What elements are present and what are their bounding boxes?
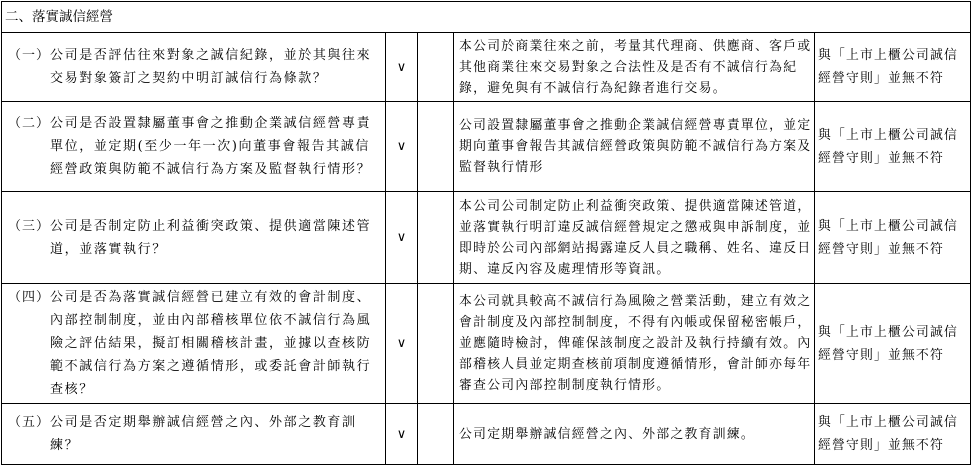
item-number: （五） <box>8 415 51 430</box>
difference-cell: 與「上市上櫃公司誠信經營守則」並無不符 <box>815 33 971 102</box>
difference-cell: 與「上市上櫃公司誠信經營守則」並無不符 <box>815 102 971 192</box>
item-number: （二） <box>8 116 51 131</box>
no-cell <box>418 33 454 102</box>
question-cell <box>2 404 386 465</box>
explanation-cell: 本公司於商業往來之前，考量其代理商、供應商、客戶或其他商業往來交易對象之合法性及是否有不誠信行為紀錄，避免與有不誠信行為紀錄者進行交易。 <box>454 33 815 102</box>
item-number: （三） <box>8 218 51 234</box>
question-cell <box>2 192 386 284</box>
question-text: 公司是否制定防止利益衝突政策、提供適當陳述管道，並落實執行？ <box>50 218 372 257</box>
difference-cell: 與「上市上櫃公司誠信經營守則」並無不符 <box>815 192 971 284</box>
question-text: 公司是否為落實誠信經營已建立有效的會計制度、內部控制制度，並由內部稽核單位依不誠信行為風險之評估結果，擬訂相關稽核計畫，並據以查核防範不誠信行為方案之遵循情形，或委託會計師執行查核？ <box>50 290 372 397</box>
question-text: 公司是否評估往來對象之誠信紀錄，並於其與往來交易對象簽訂之契約中明訂誠信行為條款？ <box>50 48 372 86</box>
yes-checkmark: ∨ <box>386 284 418 404</box>
explanation-cell: 公司定期舉辦誠信經營之內、外部之教育訓練。 <box>454 404 815 465</box>
integrity-table <box>1 1 971 465</box>
table-row <box>2 284 971 404</box>
no-cell <box>418 102 454 192</box>
item-number: （四） <box>8 290 51 305</box>
table-row <box>2 404 971 465</box>
explanation-cell: 本公司就具較高不誠信行為風險之營業活動，建立有效之會計制度及內部控制制度，不得有內帳或保留秘密帳戶，並應隨時檢討，俾確保該制度之設計及執行持續有效。內部稽核人員並定期查核前項制度遵循情形，會計師亦每年審查公司內部控制制度執行情形。 <box>454 284 815 404</box>
question-text: 公司是否設置隸屬董事會之推動企業誠信經營專責單位，並定期(至少一年一次)向董事會報告其誠信經營政策與防範不誠信行為方案及監督執行情形？ <box>50 116 372 177</box>
section-title: 二、落實誠信經營 <box>2 2 971 33</box>
question-cell <box>2 284 386 404</box>
no-cell <box>418 284 454 404</box>
question-cell <box>2 102 386 192</box>
explanation-cell: 公司設置隸屬董事會之推動企業誠信經營專責單位，並定期向董事會報告其誠信經營政策與防範不誠信行為方案及監督執行情形 <box>454 102 815 192</box>
yes-checkmark: ∨ <box>386 102 418 192</box>
question-text: 公司是否定期舉辦誠信經營之內、外部之教育訓練？ <box>50 415 357 453</box>
question-cell <box>2 33 386 102</box>
explanation-cell: 本公司公司制定防止利益衝突政策、提供適當陳述管道，並落實執行明訂違反誠信經營規定之懲戒與申訴制度，並即時於公司內部網站揭露違反人員之職稱、姓名、違反日期、違反內容及處理情形等資訊。 <box>454 192 815 284</box>
yes-checkmark: ∨ <box>386 404 418 465</box>
difference-cell: 與「上市上櫃公司誠信經營守則」並無不符 <box>815 284 971 404</box>
table-row <box>2 192 971 284</box>
yes-checkmark: ∨ <box>386 192 418 284</box>
table-row <box>2 102 971 192</box>
item-number: （一） <box>8 48 51 63</box>
no-cell <box>418 404 454 465</box>
section-header-row <box>2 2 971 33</box>
difference-cell: 與「上市上櫃公司誠信經營守則」並無不符 <box>815 404 971 465</box>
table-row <box>2 33 971 102</box>
yes-checkmark: ∨ <box>386 33 418 102</box>
no-cell <box>418 192 454 284</box>
